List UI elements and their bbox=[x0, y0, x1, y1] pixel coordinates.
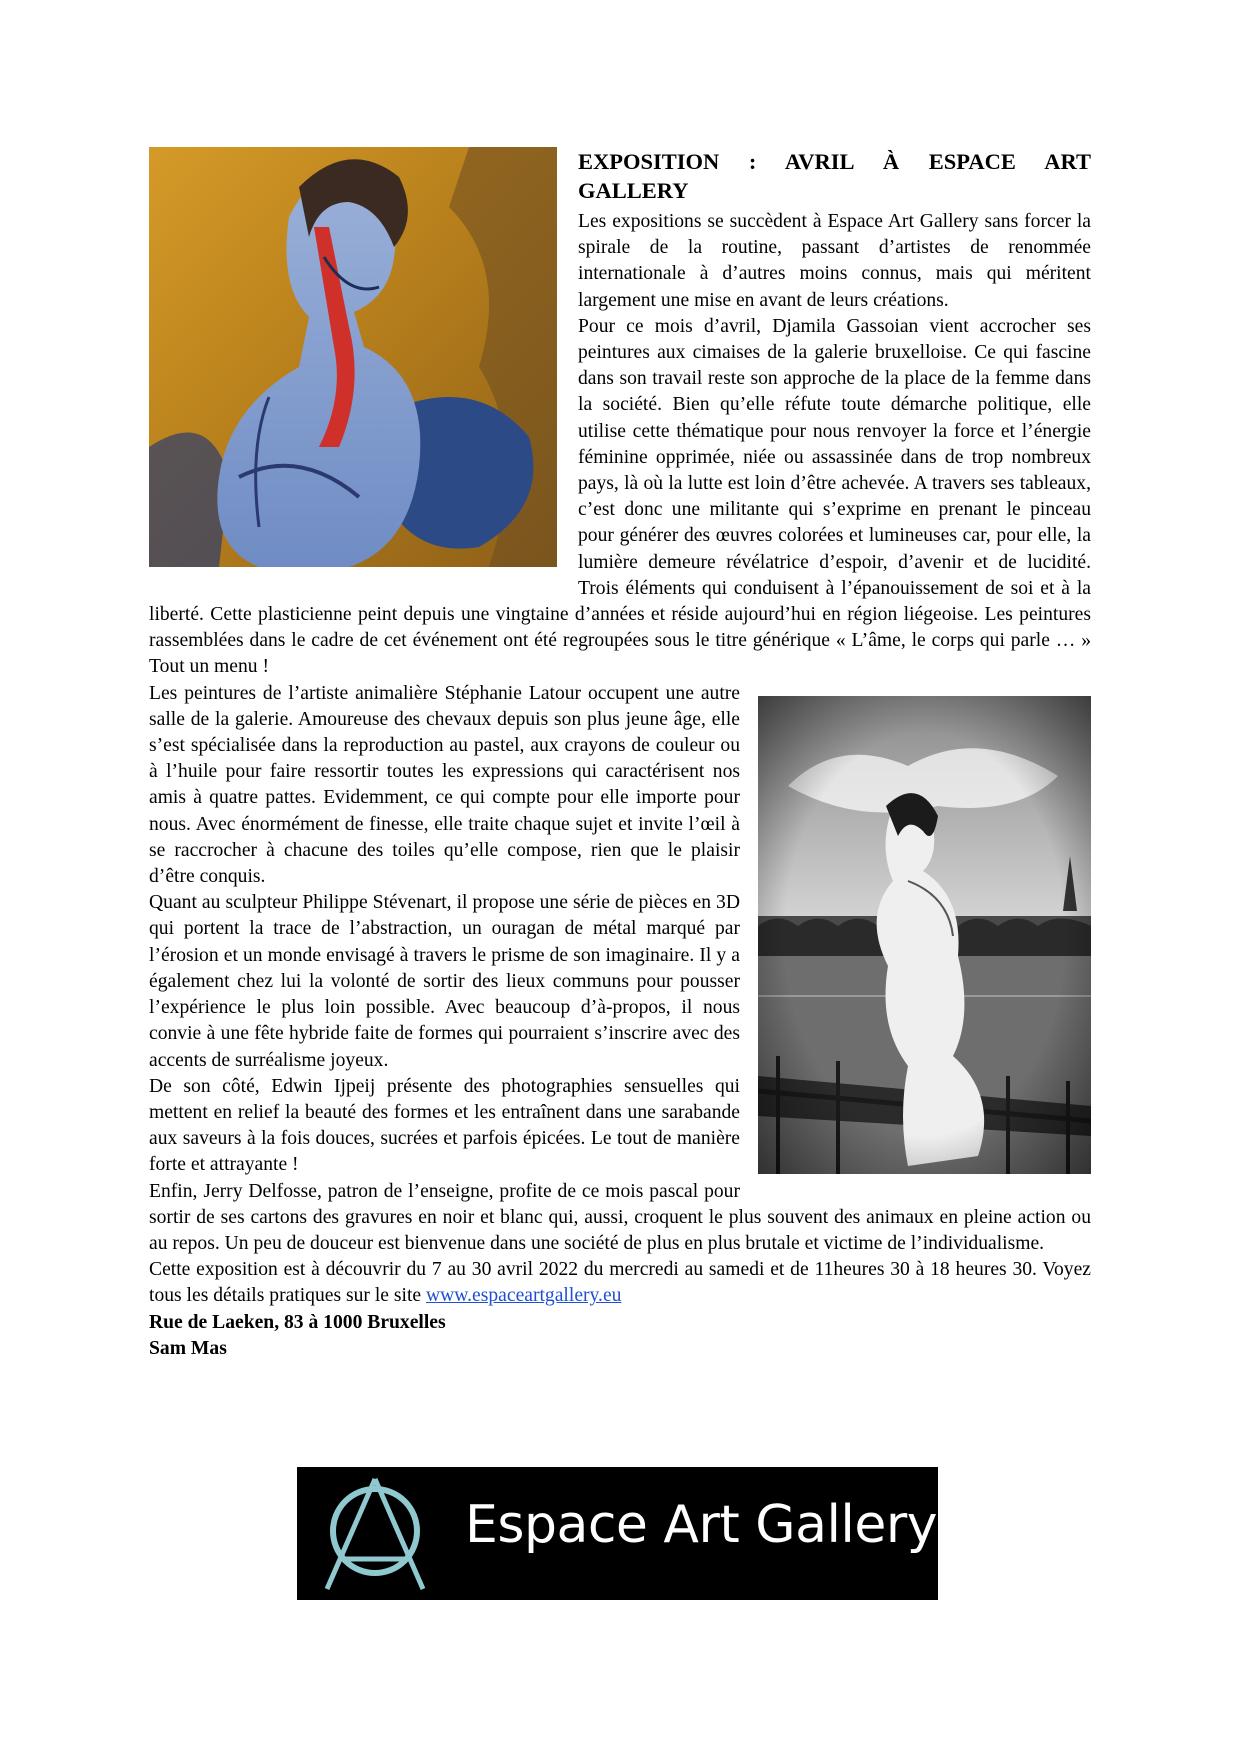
article-title: EXPOSITION : AVRIL À ESPACE ART GALLERY bbox=[578, 149, 1091, 203]
painting-image bbox=[149, 147, 557, 567]
address: Rue de Laeken, 83 à 1000 Bruxelles bbox=[149, 1311, 446, 1333]
dates-text: Cette exposition est à découvrir du 7 au 30 avril 2022 du mercredi au samedi et de 11heures 30 à 18 heures 30. Voyez tous les détails pratiques sur le site bbox=[149, 1259, 1091, 1307]
website-link[interactable]: www.espaceartgallery.eu bbox=[425, 1285, 622, 1307]
article bbox=[149, 147, 1091, 1362]
paragraph-edwin-ijpeij: De son côté, Edwin Ijpeij présente des photographies sensuelles qui mettent en relief la beauté des formes et les entraînent dans une sarabande aux saveurs à la fois douces, sucrées et parfois épicées. Le tout de manière forte et attrayante ! bbox=[149, 1075, 740, 1176]
paragraph-dates bbox=[149, 1257, 1091, 1309]
paragraph-philippe-stevenart: Quant au sculpteur Philippe Stévenart, il propose une série de pièces en 3D qui portent la trace de l’abstraction, un ouragan de métal marqué par l’érosion et un monde envisagé à travers le prisme de son imaginaire. Il y a également chez lui la volonté de sortir des lieux communs pour pousser l’expérience le plus loin possible. Avec beaucoup d’à-propos, il nous convie à une fête hybride faite de formes qui pourraient s’inscrire avec des accents de surréalisme joyeux. bbox=[149, 892, 740, 1071]
paragraph-djamila-gassoian: Pour ce mois d’avril, Djamila Gassoian vient accrocher ses peintures aux cimaises de la galerie bruxelloise. Ce qui fascine dans son travail reste son approche de la place de la femme dans la société. Bien qu’elle réfute toute démarche politique, elle utilise cette thématique pour nous renvoyer la force et l’énergie féminine opprimée, niée ou assassinée dans de trop nombreux pays, là où la lutte est loin d’être achevée. A travers ses tableaux, c’est donc une militante qui s’exprime en prenant le pinceau pour générer des œuvres colorées et lumineuses car, pour elle, la lumière demeure révélatrice d’espoir, d’avenir et de lucidité. Trois éléments qui conduisent à l’épanouissement de soi et à la liberté. Cette plasticienne peint depuis une vingtaine d’années et réside aujourd’hui en région liégeoise. Les peintures rassemblées dans le cadre de cet événement ont été regroupées sous le titre générique « L’âme, le corps qui parle … » Tout un menu ! bbox=[149, 315, 1091, 678]
gallery-emblem-icon bbox=[305, 1471, 445, 1596]
paragraph-stephanie-latour: Les peintures de l’artiste animalière Stéphanie Latour occupent une autre salle de la galerie. Amoureuse des chevaux depuis son plus jeune âge, elle s’est spécialisée dans la reproduction au pastel, aux crayons de couleur ou à l’huile pour faire ressortir toutes les expressions qui caractérisent nos amis à quatre pattes. Evidemment, ce qui compte pour elle importe pour nous. Avec énormément de finesse, elle traite chaque sujet et invite l’œil à se raccrocher à chacune des toiles qu’elle compose, rien que le plaisir d’être conquis. bbox=[149, 682, 740, 888]
paragraph-jerry-delfosse: Enfin, Jerry Delfosse, patron de l’enseigne, profite de ce mois pascal pour sortir de ses cartons des gravures en noir et blanc qui, aussi, croquent le plus souvent des animaux en pleine action ou au repos. Un peu de douceur est bienvenue dans une société de plus en plus brutale et victime de l’individualisme. bbox=[149, 1180, 1091, 1254]
author: Sam Mas bbox=[149, 1337, 227, 1359]
logo-text: Espace Art Gallery bbox=[465, 1495, 937, 1555]
photograph-image bbox=[758, 696, 1091, 1174]
espace-art-gallery-logo bbox=[297, 1467, 938, 1600]
paragraph-intro: Les expositions se succèdent à Espace Art Gallery sans forcer la spirale de la routine, passant d’artistes de renommée internationale à d’autres moins connus, mais qui méritent largement une mise en avant de leurs créations. bbox=[578, 211, 1091, 311]
